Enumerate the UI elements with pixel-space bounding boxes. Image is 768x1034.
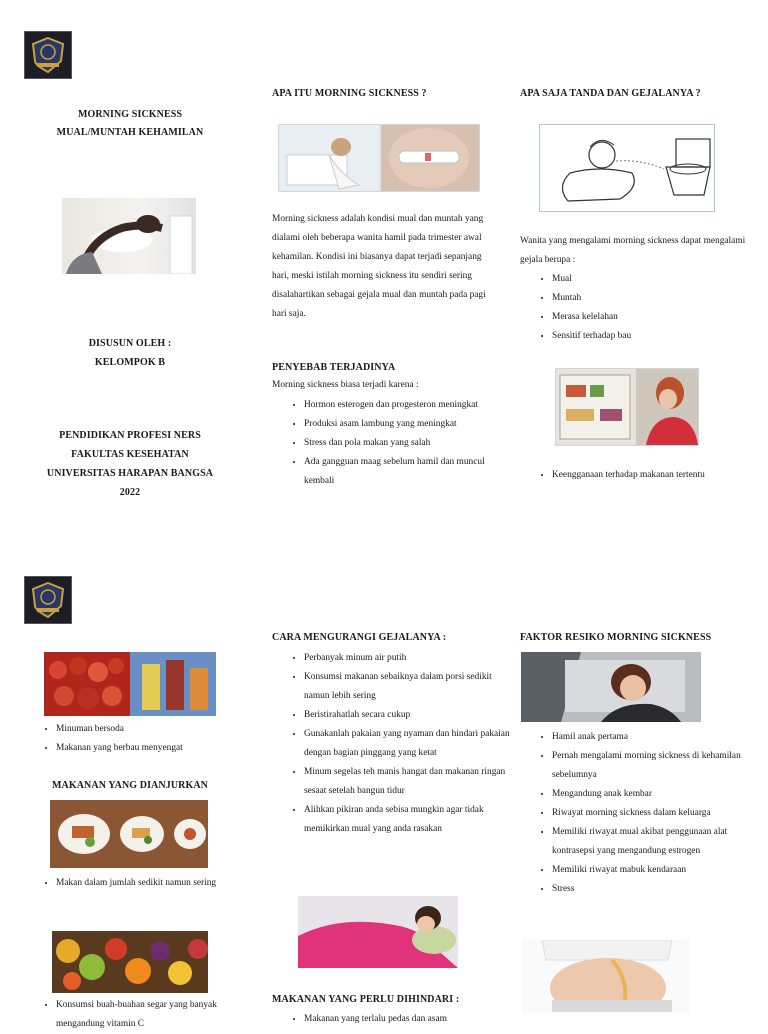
- pregnant-woman-vomiting-photo: [62, 198, 196, 274]
- list-item: • Minuman bersoda: [56, 720, 256, 739]
- definition-paragraph: Morning sickness adalah kondisi mual dan muntah yang dialami oleh beberapa wanita hamil pada trimester awal kehamilan. Kondisi ini biasanya dapat terjadi sepanjang hari, meski istilah morning sickness itu sendiri sering disalahartikan sebagai gejala mual dan muntah pada pagi hari saja.: [272, 214, 486, 319]
- list-item: • Konsumsi makanan sebaiknya dalam porsi sedikit namun lebih sering: [304, 668, 514, 706]
- child-toilet-sketch: [539, 124, 715, 212]
- list-item: • Gunakanlah pakaian yang nyaman dan hindari pakaian dengan bagian pinggang yang ketat: [304, 725, 514, 763]
- pregnant-belly-photo: [522, 940, 690, 1012]
- list-item: • Hormon esterogen dan progesteron meningkat: [304, 396, 512, 415]
- list-item: • Makanan yang terlalu pedas dan asam: [304, 1010, 514, 1029]
- institution-line: FAKULTAS KESEHATAN: [71, 449, 189, 460]
- fruit-recommendation-list: [24, 996, 256, 1034]
- list-item: • Merasa kelelahan: [552, 308, 762, 327]
- avoid-drink-list: [24, 720, 256, 758]
- reduce-symptoms-list: [272, 649, 514, 839]
- institution-year: 2022: [119, 487, 141, 498]
- risk-factors-heading: FAKTOR RESIKO MORNING SICKNESS: [520, 632, 712, 643]
- list-item: • Alihkan pikiran anda sebisa mungkin agar tidak memikirkan mual yang anda rasakan: [304, 801, 514, 839]
- cause-heading: PENYEBAB TERJADINYA: [272, 362, 396, 373]
- spicy-food-soda-photo: [44, 652, 216, 716]
- small-meals-photo: [50, 800, 208, 868]
- list-item: • Riwayat morning sickness dalam keluarga: [552, 804, 762, 823]
- risk-factors-list: [520, 728, 762, 899]
- university-logo-icon: [24, 576, 72, 624]
- woman-car-sick-photo: [521, 652, 701, 722]
- list-item: • Minum segelas teh manis hangat dan makanan ringan sesaat setelah bangun tidur: [304, 763, 514, 801]
- list-item: • Hamil anak pertama: [552, 728, 762, 747]
- symptoms-intro: Wanita yang mengalami morning sickness dapat mengalami gejala berupa :: [520, 236, 746, 265]
- list-item: • Produksi asam lambung yang meningkat: [304, 415, 512, 434]
- list-item: • Sensitif terhadap bau: [552, 327, 762, 346]
- list-item: • Mual: [552, 270, 762, 289]
- list-item: • Makanan yang berbau menyengat: [56, 739, 256, 758]
- cover-title-line2: MUAL/MUNTAH KEHAMILAN: [56, 127, 204, 138]
- symptoms-heading: APA SAJA TANDA DAN GEJALANYA ?: [520, 88, 701, 99]
- woman-fridge-smell-photo: [555, 368, 699, 446]
- list-item: • Muntah: [552, 289, 762, 308]
- list-item: • Makan dalam jumlah sedikit namun sering: [56, 874, 256, 893]
- list-item: • Perbanyak minum air putih: [304, 649, 514, 668]
- cause-list: [272, 396, 512, 491]
- author-group: KELOMPOK B: [94, 357, 166, 368]
- list-item: • Ada gangguan maag sebelum hamil dan muncul kembali: [304, 453, 512, 491]
- reduce-symptoms-heading: CARA MENGURANGI GEJALANYA :: [272, 632, 447, 643]
- recommended-food-list: [24, 874, 256, 893]
- avoid-food-heading: MAKANAN YANG PERLU DIHINDARI :: [272, 994, 460, 1005]
- list-item: • Memiliki riwayat mual akibat penggunaan alat kontrasepsi yang mengandung estrogen: [552, 823, 762, 861]
- fresh-fruits-photo: [52, 931, 208, 993]
- list-item: • Mengandung anak kembar: [552, 785, 762, 804]
- university-logo-icon: [24, 31, 72, 79]
- recommended-food-heading: MAKANAN YANG DIANJURKAN: [51, 780, 208, 791]
- cover-title: [30, 106, 230, 142]
- list-item: • Beristirahatlah secara cukup: [304, 706, 514, 725]
- cover-title-line1: MORNING SICKNESS: [77, 109, 183, 120]
- what-is-heading: APA ITU MORNING SICKNESS ?: [272, 88, 427, 99]
- list-item: • Stress dan pola makan yang salah: [304, 434, 512, 453]
- list-item: • Stress: [552, 880, 762, 899]
- woman-resting-photo: [298, 896, 458, 968]
- avoid-food-list: [272, 1010, 514, 1029]
- cause-intro: Morning sickness biasa terjadi karena :: [272, 380, 419, 390]
- morning-sickness-photo-pair: [278, 124, 480, 192]
- institution-line: PENDIDIKAN PROFESI NERS: [59, 430, 201, 441]
- list-item: • Keengganaan terhadap makanan tertentu: [552, 466, 768, 485]
- author-block: [30, 334, 230, 372]
- author-label: DISUSUN OLEH :: [88, 338, 172, 349]
- institution-block: [20, 426, 240, 502]
- list-item: • Memiliki riwayat mabuk kendaraan: [552, 861, 762, 880]
- list-item: • Konsumsi buah-buahan segar yang banyak mengandung vitamin C: [56, 996, 256, 1034]
- symptom-extra-list: [520, 466, 768, 485]
- list-item: • Pernah mengalami morning sickness di kehamilan sebelumnya: [552, 747, 762, 785]
- institution-line: UNIVERSITAS HARAPAN BANGSA: [46, 468, 214, 479]
- symptoms-list: [520, 270, 762, 346]
